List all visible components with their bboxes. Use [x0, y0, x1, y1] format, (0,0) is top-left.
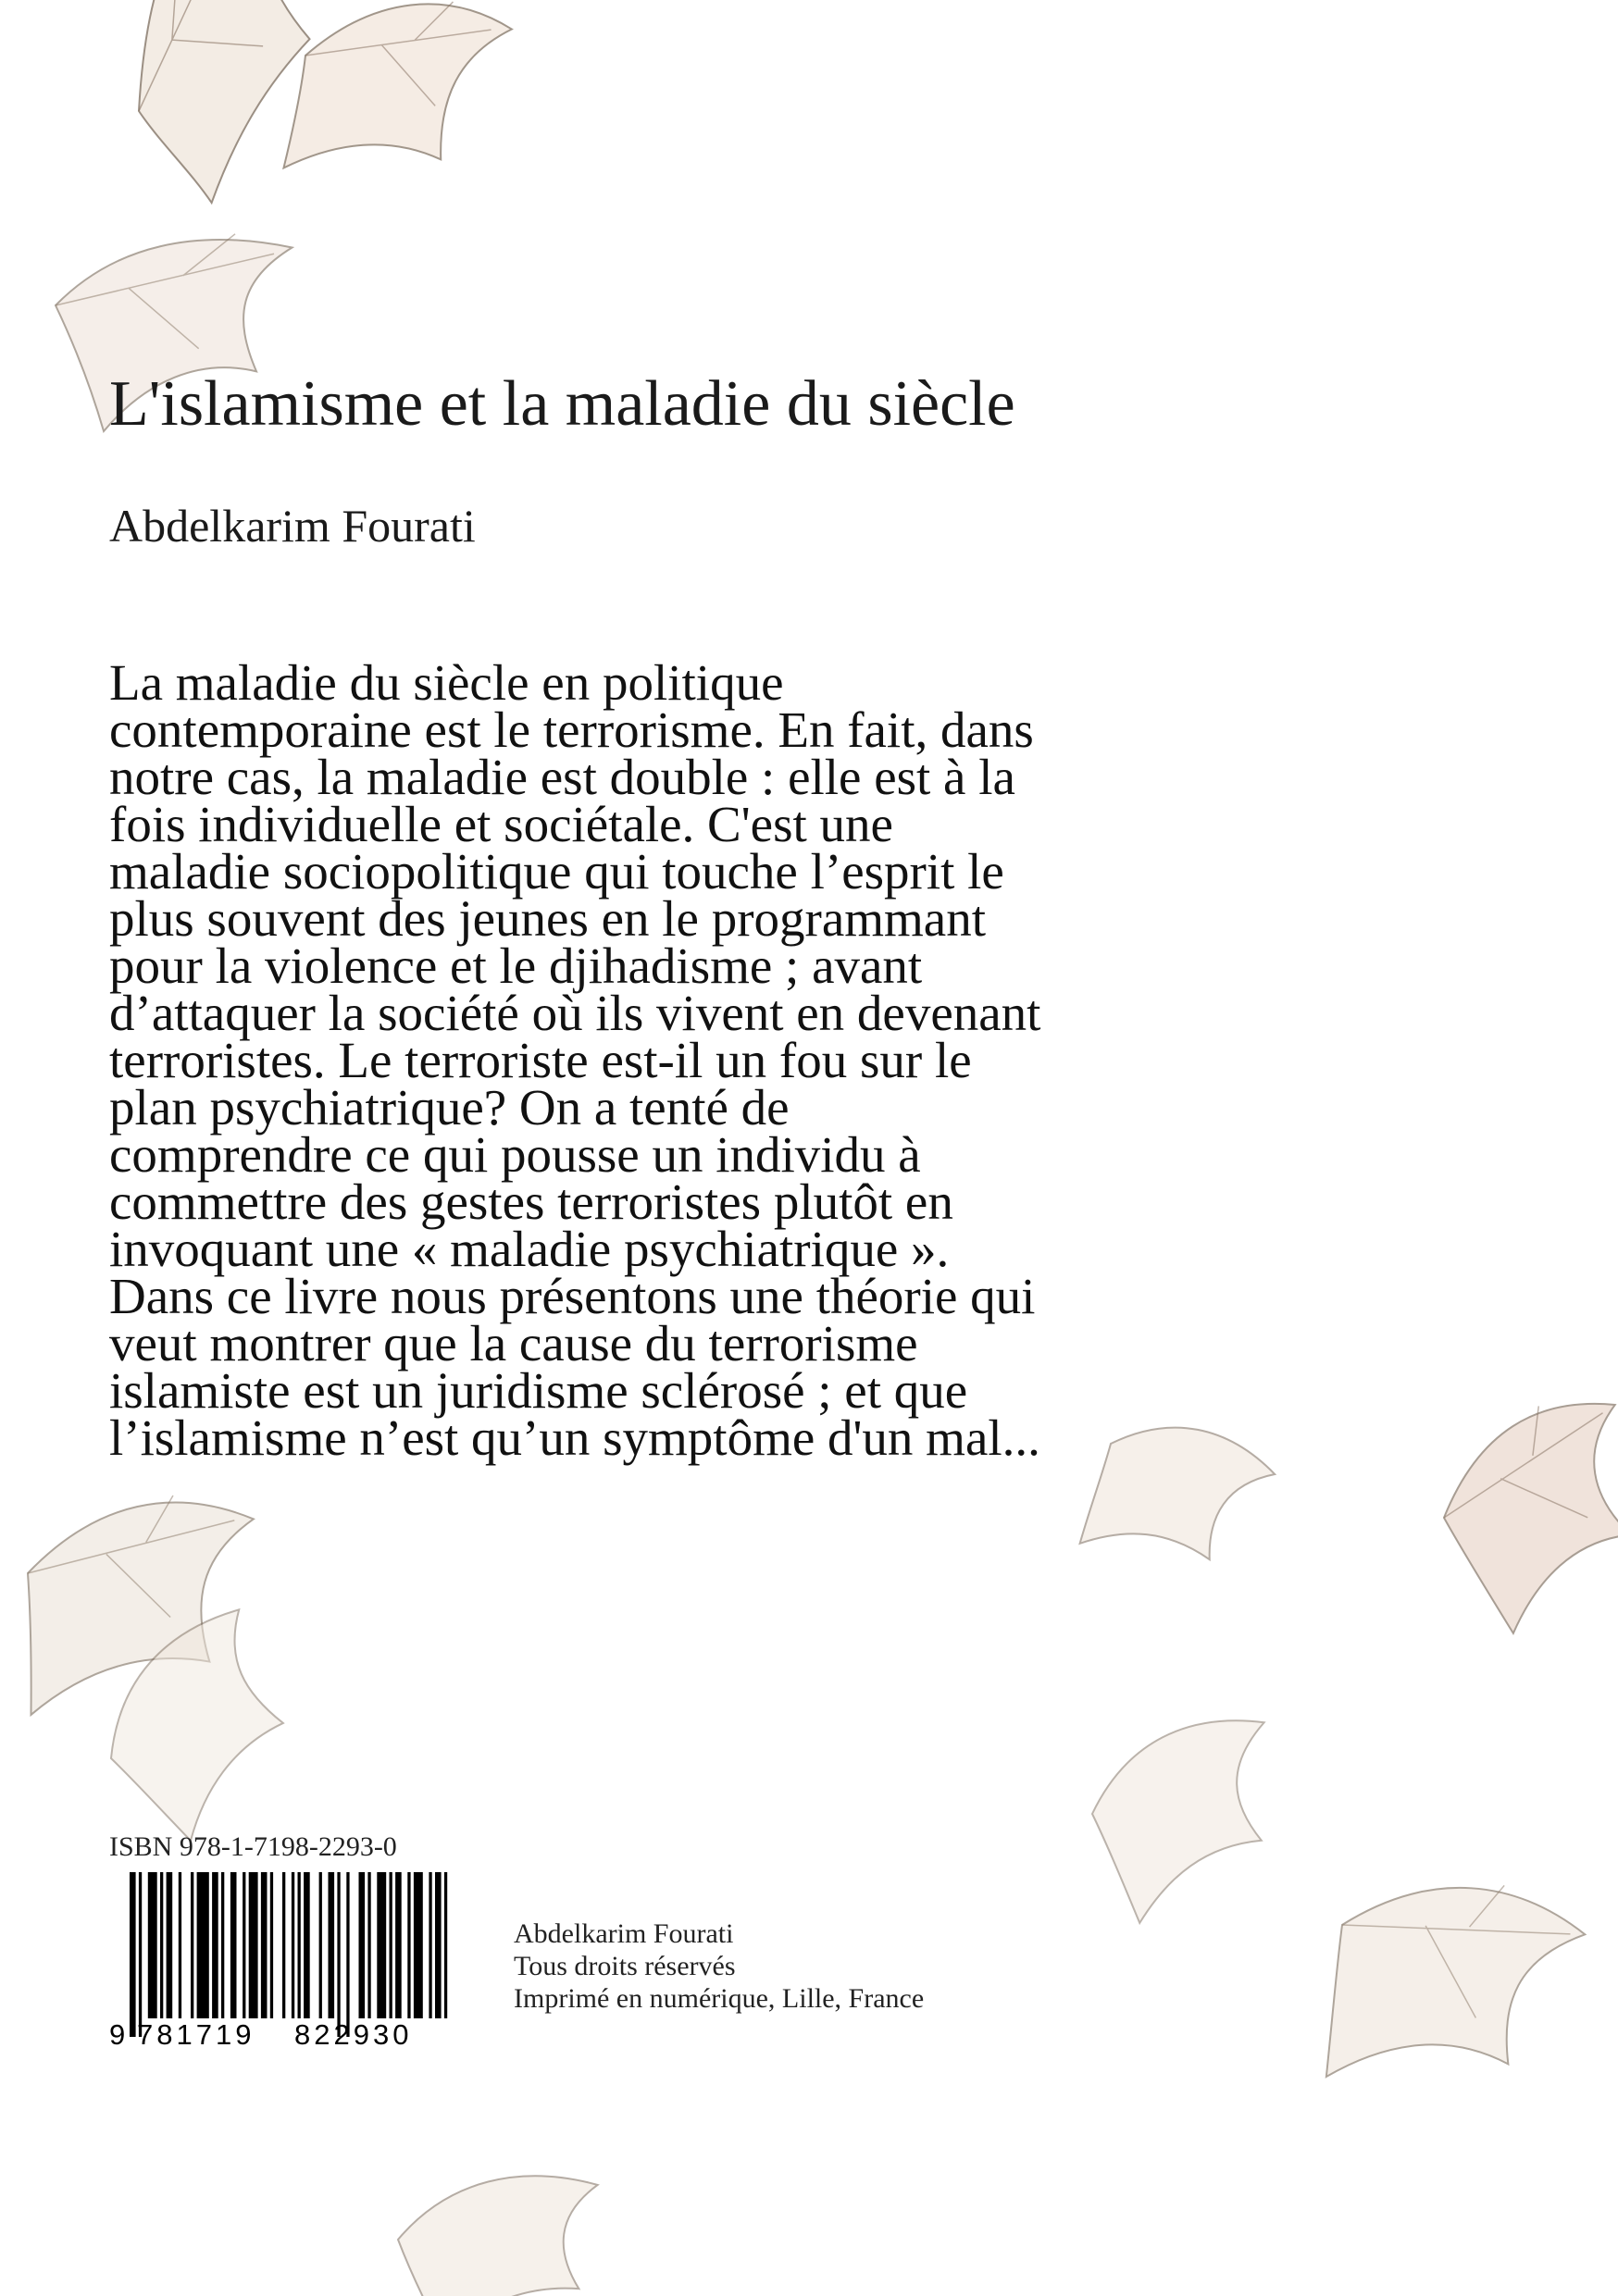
imprint-block — [514, 1917, 924, 2015]
barcode-bar — [130, 1872, 136, 2037]
barcode-bar — [414, 1872, 423, 2018]
barcode-bar — [249, 1872, 258, 2018]
barcode-bar — [390, 1872, 392, 2018]
blurb-line: La maladie du siècle en politique — [109, 654, 784, 711]
blurb-line: commettre des gestes terroristes plutôt en — [109, 1173, 953, 1230]
blurb-line: maladie sociopolitique qui touche l’esprit le — [109, 843, 1004, 900]
blurb-line: l’islamisme n’est qu’un symptôme d'un mal... — [109, 1409, 1040, 1466]
barcode-bar — [319, 1872, 322, 2018]
blurb-line: contemporaine est le terrorisme. En fait, dans — [109, 701, 1034, 758]
blurb-line: pour la violence et le djihadisme ; avant — [109, 937, 923, 994]
barcode-digits-right: 822930 — [294, 2018, 413, 2051]
barcode-bar — [212, 1872, 218, 2018]
barcode-bar — [191, 1872, 193, 2018]
blurb-line: comprendre ce qui pousse un individu à — [109, 1126, 921, 1183]
barcode-bar — [243, 1872, 245, 2018]
blurb-line: plan psychiatrique? On a tenté de — [109, 1079, 790, 1136]
blurb-line: fois individuelle et sociétale. C'est une — [109, 796, 893, 852]
barcode-bar — [359, 1872, 366, 2018]
leaf-bottom-right — [1291, 1838, 1591, 2143]
barcode-bar — [435, 1872, 442, 2018]
barcode-bar — [377, 1872, 386, 2018]
barcode-bar — [346, 1872, 349, 2037]
blurb-line: Dans ce livre nous présentons une théorie qui — [109, 1268, 1036, 1324]
blurb-line: islamiste est un juridisme sclérosé ; et que — [109, 1362, 968, 1419]
blurb-line: veut montrer que la cause du terrorisme — [109, 1315, 918, 1371]
barcode-bar — [282, 1872, 285, 2018]
back-cover-blurb — [109, 654, 1257, 1466]
leaf-bottom-center — [393, 2170, 610, 2296]
book-title: L'islamisme et la maladie du siècle — [109, 368, 1015, 440]
author-name: Abdelkarim Fourati — [109, 500, 476, 552]
barcode-digits-left: 781719 — [137, 2018, 255, 2051]
barcode-bar — [367, 1872, 370, 2018]
leaf-right-upper — [1423, 1387, 1618, 1644]
barcode-bar — [148, 1872, 157, 2018]
barcode-bar — [292, 1872, 294, 2018]
barcode-bar — [179, 1872, 181, 2018]
barcode-bar — [160, 1872, 163, 2018]
blurb-line: plus souvent des jeunes en le programmant — [109, 890, 987, 947]
barcode-bar — [139, 1872, 142, 2037]
blurb-line: notre cas, la maladie est double : elle est à la — [109, 749, 1015, 805]
isbn-label: ISBN 978-1-7198-2293-0 — [109, 1831, 397, 1862]
barcode-bar — [444, 1872, 447, 2018]
barcode-bar — [298, 1872, 301, 2018]
barcode-bar — [304, 1872, 310, 2018]
barcode-bar — [395, 1872, 402, 2018]
barcode-bar — [221, 1872, 224, 2018]
leaf-bottom-mid — [1080, 1713, 1295, 1928]
blurb-line: terroristes. Le terroriste est-il un fou sur le — [109, 1032, 972, 1088]
barcode-bar — [337, 1872, 340, 2037]
isbn-barcode — [109, 1872, 454, 2055]
barcode-bar — [429, 1872, 431, 2018]
imprint-publisher: Abdelkarim Fourati — [514, 1918, 734, 1949]
barcode-bar — [230, 1872, 237, 2018]
blurb-line: invoquant une « maladie psychiatrique ». — [109, 1221, 950, 1277]
barcode-bar — [167, 1872, 173, 2018]
barcode-bar — [261, 1872, 268, 2018]
barcode-digit-lead: 9 — [109, 2018, 126, 2051]
barcode-bar — [197, 1872, 209, 2018]
barcode-bar — [270, 1872, 273, 2018]
imprint-rights: Tous droits réservés — [514, 1951, 736, 1981]
imprint-printing: Imprimé en numérique, Lille, France — [514, 1983, 925, 2014]
blurb-line: d’attaquer la société où ils vivent en devenant — [109, 985, 1041, 1041]
barcode-bar — [407, 1872, 410, 2018]
barcode-bar — [329, 1872, 335, 2018]
